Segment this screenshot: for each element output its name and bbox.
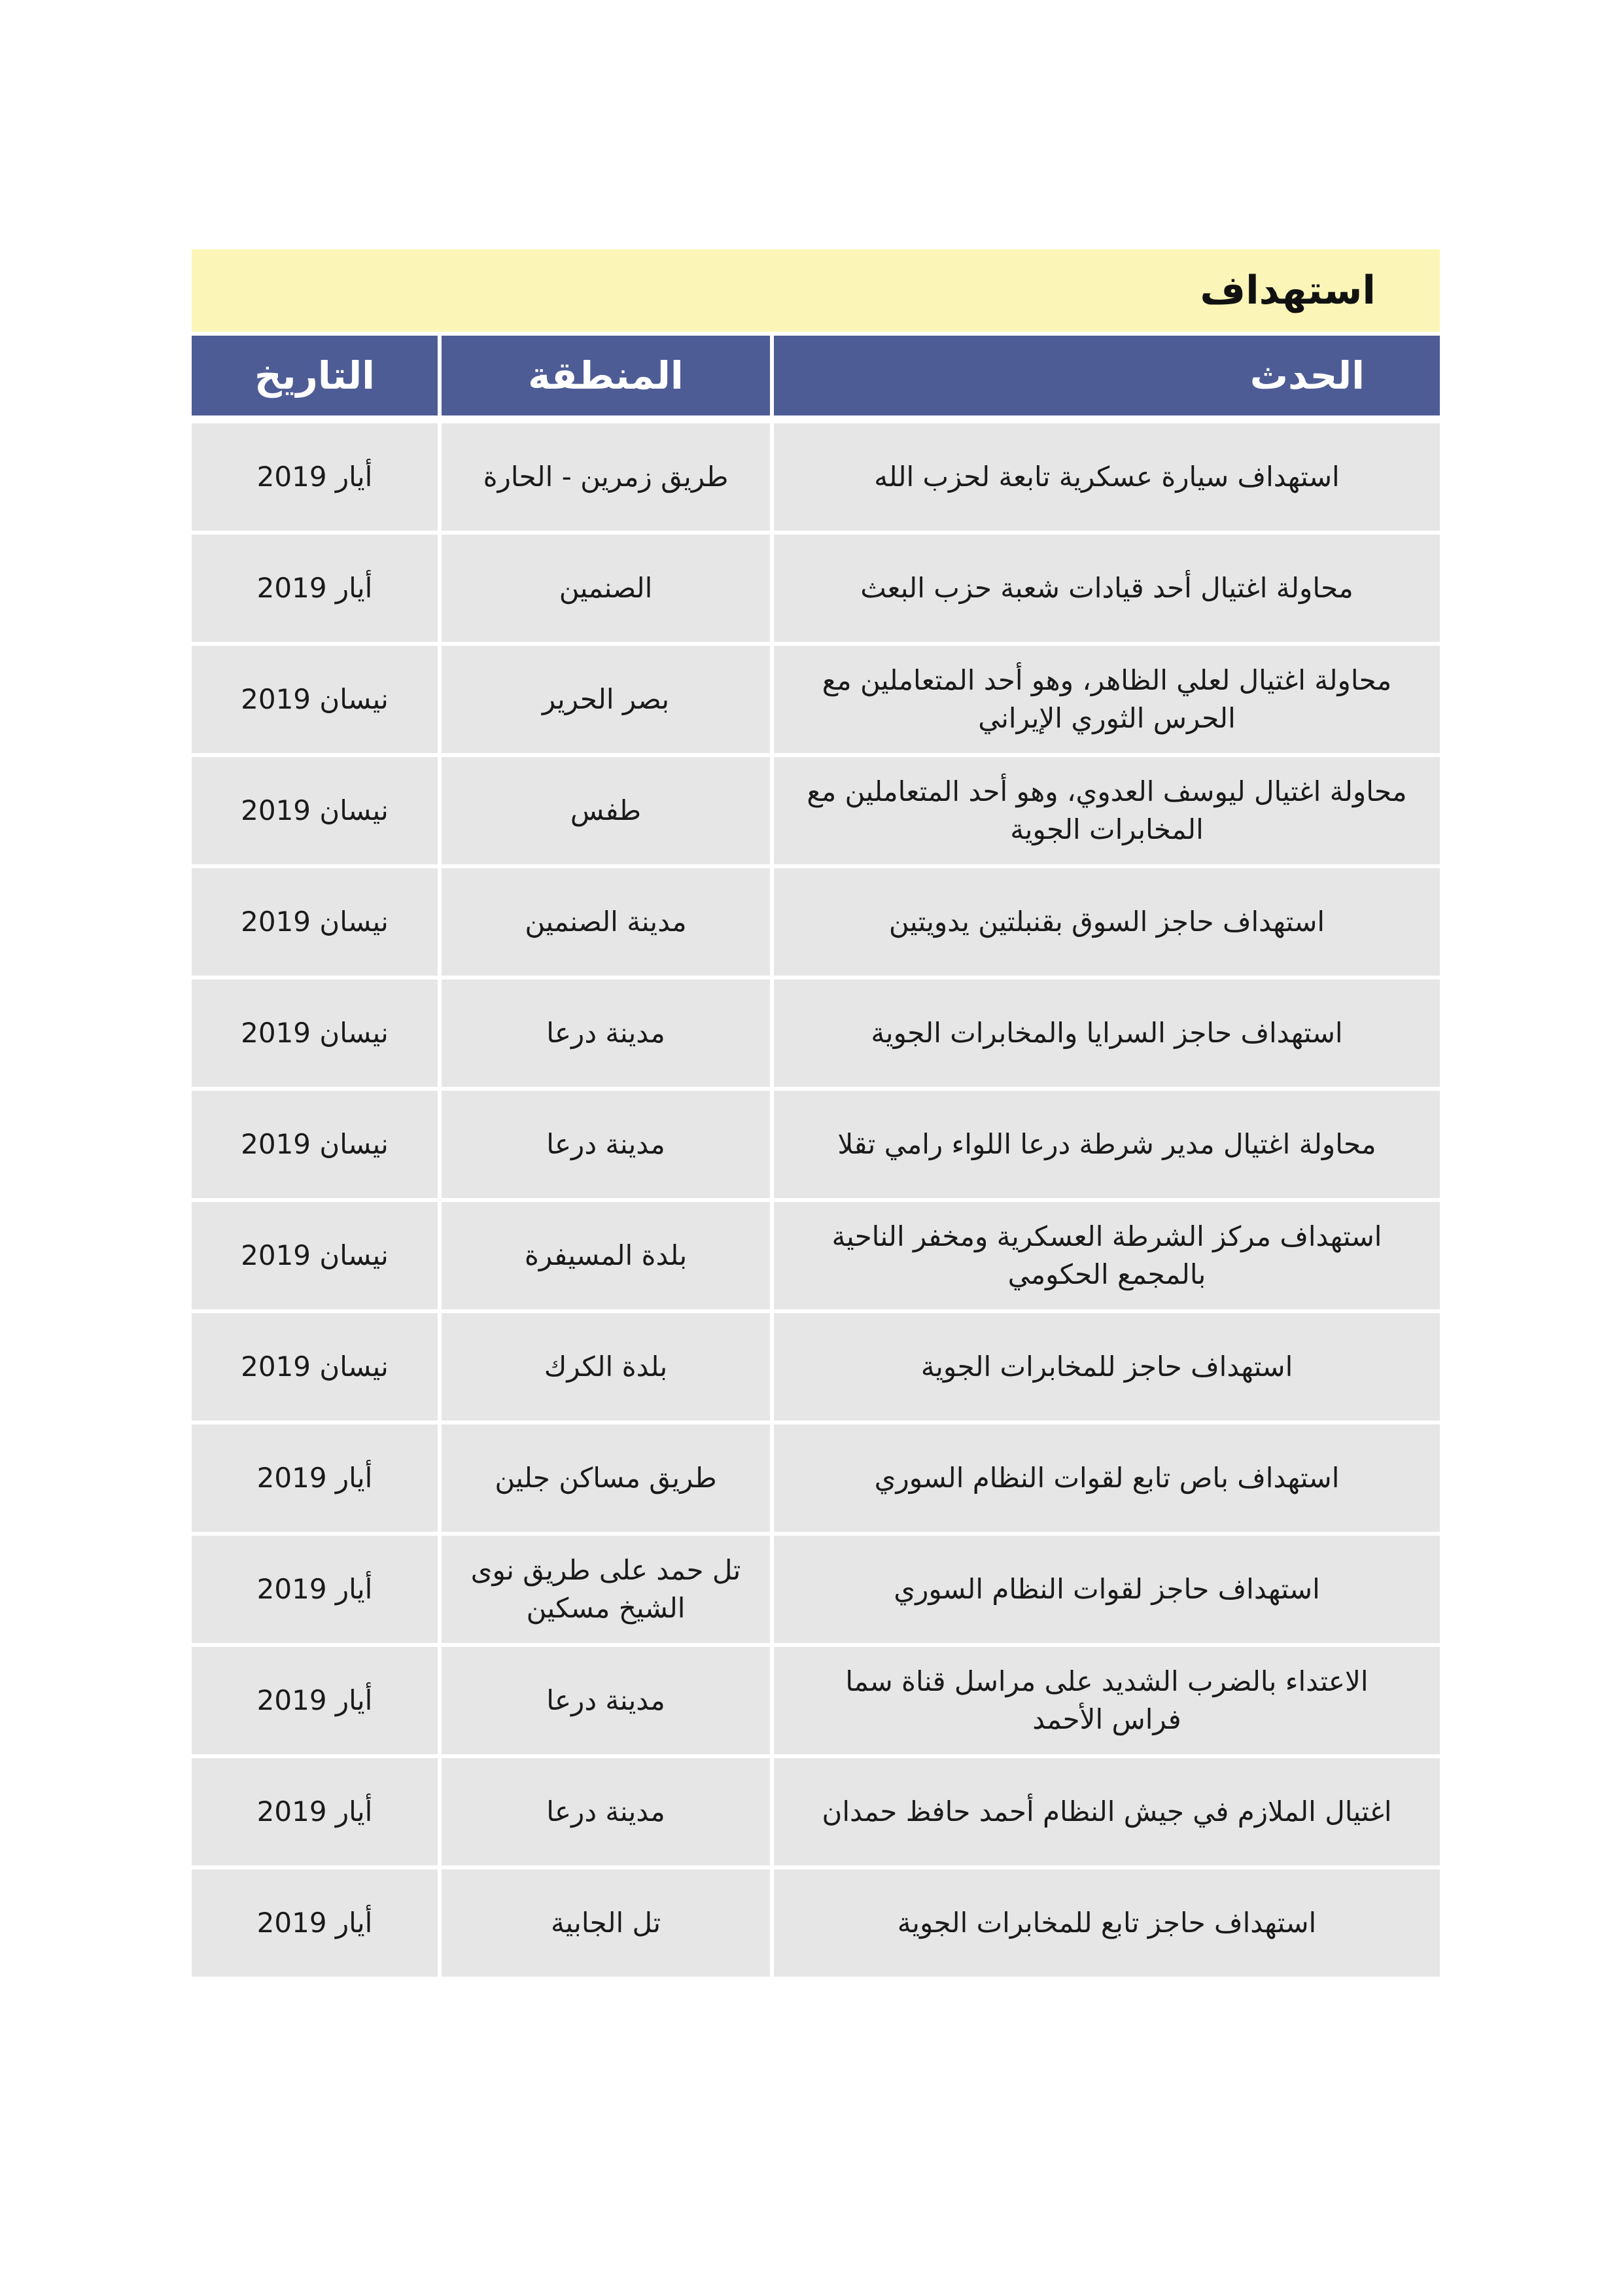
date-cell: نيسان 2019 (192, 642, 438, 753)
area-cell: مدينة درعا (438, 1754, 770, 1865)
date-cell: أيار 2019 (192, 1421, 438, 1532)
event-cell: استهداف سيارة عسكرية تابعة لحزب الله (770, 419, 1440, 531)
area-cell: طريق مساكن جلين (438, 1421, 770, 1532)
table-row (192, 531, 1440, 642)
area-cell: مدينة درعا (438, 1643, 770, 1754)
area-cell: تل الجابية (438, 1865, 770, 1977)
date-cell: أيار 2019 (192, 1754, 438, 1865)
table-row (192, 864, 1440, 976)
table-row (192, 1865, 1440, 1977)
table-row (192, 1198, 1440, 1309)
table-row (192, 1532, 1440, 1643)
date-cell: أيار 2019 (192, 1865, 438, 1977)
header-event: الحدث (770, 336, 1440, 415)
incidents-table (192, 336, 1440, 1977)
area-cell: طريق زمرين - الحارة (438, 419, 770, 531)
table-row (192, 1754, 1440, 1865)
section-title-bar (192, 249, 1440, 332)
table-row (192, 1309, 1440, 1421)
area-cell: بصر الحرير (438, 642, 770, 753)
table-row (192, 1421, 1440, 1532)
table-row (192, 642, 1440, 753)
event-cell: محاولة اغتيال أحد قيادات شعبة حزب البعث (770, 531, 1440, 642)
date-cell: نيسان 2019 (192, 1198, 438, 1309)
area-cell: طفس (438, 753, 770, 864)
event-cell: استهداف حاجز السوق بقنبلتين يدويتين (770, 864, 1440, 976)
date-cell: أيار 2019 (192, 419, 438, 531)
date-cell: أيار 2019 (192, 531, 438, 642)
event-cell: محاولة اغتيال مدير شرطة درعا اللواء رامي تقلا (770, 1087, 1440, 1198)
area-cell: مدينة الصنمين (438, 864, 770, 976)
header-date: التاريخ (192, 336, 438, 415)
table-row (192, 419, 1440, 531)
date-cell: نيسان 2019 (192, 976, 438, 1087)
area-cell: الصنمين (438, 531, 770, 642)
event-cell: استهداف حاجز السرايا والمخابرات الجوية (770, 976, 1440, 1087)
date-cell: نيسان 2019 (192, 1309, 438, 1421)
event-cell: استهداف حاجز للمخابرات الجوية (770, 1309, 1440, 1421)
date-cell: نيسان 2019 (192, 1087, 438, 1198)
event-cell: اغتيال الملازم في جيش النظام أحمد حافظ حمدان (770, 1754, 1440, 1865)
date-cell: أيار 2019 (192, 1532, 438, 1643)
area-cell: تل حمد على طريق نوى الشيخ مسكين (438, 1532, 770, 1643)
event-cell: استهداف حاجز تابع للمخابرات الجوية (770, 1865, 1440, 1977)
date-cell: نيسان 2019 (192, 864, 438, 976)
document-page (192, 249, 1440, 1977)
event-cell: استهداف مركز الشرطة العسكرية ومخفر الناحية بالمجمع الحكومي (770, 1198, 1440, 1309)
area-cell: بلدة الكرك (438, 1309, 770, 1421)
date-cell: أيار 2019 (192, 1643, 438, 1754)
table-row (192, 1643, 1440, 1754)
event-cell: محاولة اغتيال لعلي الظاهر، وهو أحد المتعاملين مع الحرس الثوري الإيراني (770, 642, 1440, 753)
header-area: المنطقة (438, 336, 770, 415)
table-row (192, 753, 1440, 864)
table-row (192, 1087, 1440, 1198)
area-cell: مدينة درعا (438, 976, 770, 1087)
date-cell: نيسان 2019 (192, 753, 438, 864)
table-row (192, 976, 1440, 1087)
event-cell: محاولة اغتيال ليوسف العدوي، وهو أحد المتعاملين مع المخابرات الجوية (770, 753, 1440, 864)
section-title: استهداف (1200, 268, 1376, 313)
event-cell: استهداف حاجز لقوات النظام السوري (770, 1532, 1440, 1643)
event-cell: استهداف باص تابع لقوات النظام السوري (770, 1421, 1440, 1532)
area-cell: بلدة المسيفرة (438, 1198, 770, 1309)
table-header-row (192, 336, 1440, 415)
event-cell: الاعتداء بالضرب الشديد على مراسل قناة سما فراس الأحمد (770, 1643, 1440, 1754)
area-cell: مدينة درعا (438, 1087, 770, 1198)
